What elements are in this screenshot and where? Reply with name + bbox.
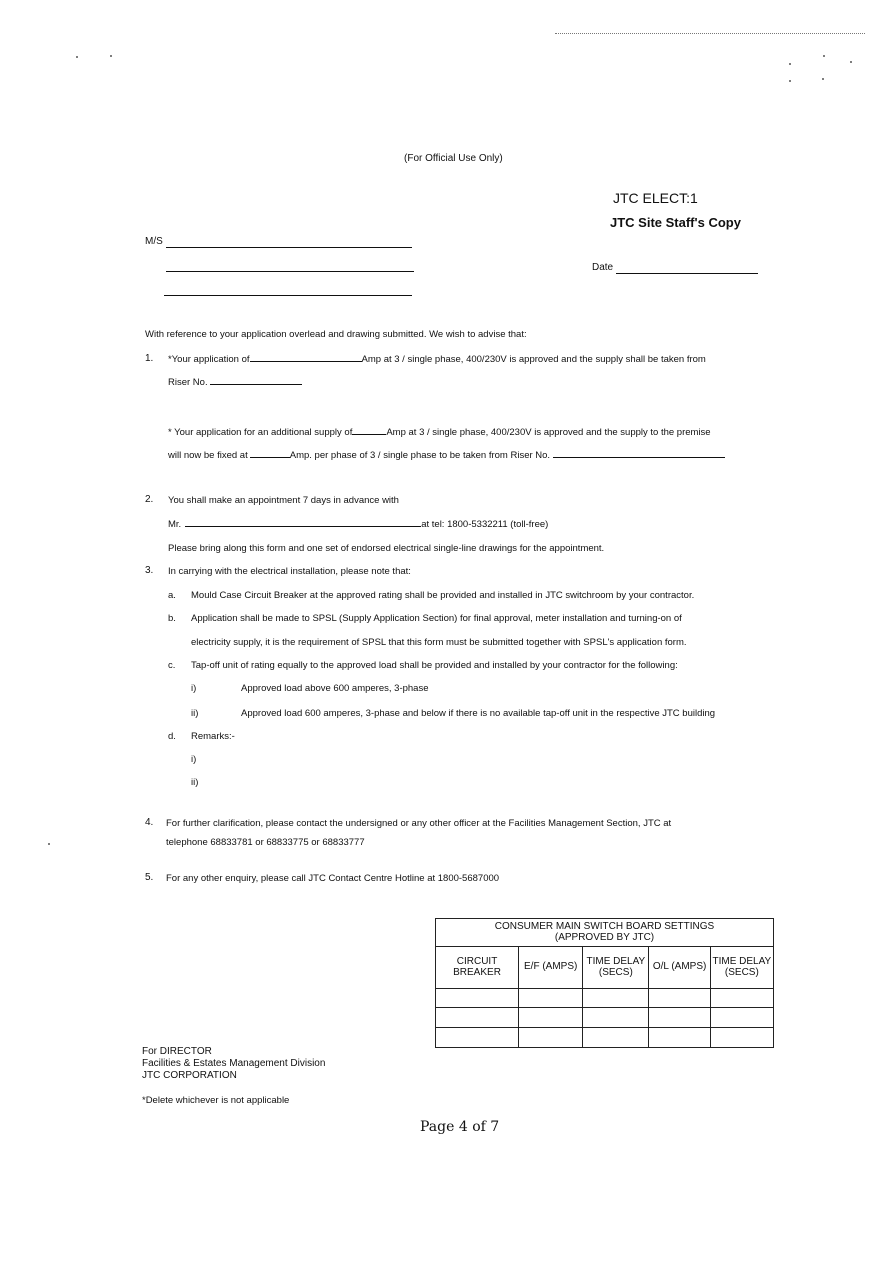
item1-line2 [168, 377, 302, 388]
signature-line-2: Facilities & Estates Management Division [142, 1058, 326, 1069]
copy-type: JTC Site Staff's Copy [610, 215, 741, 230]
date-line[interactable] [616, 273, 758, 274]
signature-line-3: JTC CORPORATION [142, 1070, 237, 1081]
table-cell[interactable] [710, 1028, 773, 1048]
item3b-text1: Application shall be made to SPSL (Supply Application Section) for final approval, meter installation and turning-on of [191, 613, 682, 624]
table-cell[interactable] [583, 1008, 649, 1028]
item3c-text: Tap-off unit of rating equally to the approved load shall be provided and installed by your contractor for the following: [191, 660, 678, 671]
ms-label: M/S [145, 236, 163, 247]
alt-riser-blank[interactable] [553, 457, 725, 458]
official-use-label: (For Official Use Only) [404, 153, 503, 164]
table-row [436, 989, 774, 1008]
ms-line-2[interactable] [166, 271, 414, 272]
table-cell[interactable] [436, 1008, 519, 1028]
item2-line2 [168, 519, 548, 530]
contact-tel: at tel: 1800-5332211 (toll-free) [421, 519, 549, 530]
riser-label: Riser No. [168, 377, 208, 388]
item3dii-label: ii) [191, 777, 199, 788]
table-cell[interactable] [436, 989, 519, 1008]
item3a-text: Mould Case Circuit Breaker at the approved rating shall be provided and installed in JTC switchroom by your contractor. [191, 590, 695, 601]
signature-block [142, 1046, 325, 1082]
intro-text: With reference to your application overlead and drawing submitted. We wish to advise that: [145, 329, 527, 340]
table-cell[interactable] [436, 1028, 519, 1048]
date-label: Date [592, 262, 614, 273]
riser-blank[interactable] [210, 384, 302, 385]
table-cell[interactable] [519, 1028, 583, 1048]
table-cell[interactable] [519, 989, 583, 1008]
item3c-label: c. [168, 660, 176, 671]
mr-name-blank[interactable] [185, 526, 421, 527]
item5-line1: For any other enquiry, please call JTC Contact Centre Hotline at 1800-5687000 [166, 873, 500, 884]
item3ci-label: i) [191, 683, 197, 694]
fixed-amp-blank[interactable] [250, 457, 290, 458]
table-cell[interactable] [649, 989, 710, 1008]
item3b-text2: electricity supply, it is the requirement of SPSL that this form must be submitted together with SPSL's application form. [191, 637, 687, 648]
item3d-text: Remarks:- [191, 731, 235, 742]
item1-number: 1. [145, 353, 154, 364]
table-row [436, 1008, 774, 1028]
item3d-label: d. [168, 731, 176, 742]
ms-line-3[interactable] [164, 295, 412, 296]
col-ol-amps: O/L (AMPS) [649, 947, 710, 989]
item4-line2: telephone 68833781 or 68833775 or 68833777 [166, 837, 365, 848]
amp-blank[interactable] [250, 361, 362, 362]
table-cell[interactable] [519, 1008, 583, 1028]
page-number: Page 4 of 7 [420, 1119, 500, 1135]
table-cell[interactable] [710, 1008, 773, 1028]
scan-edge-line [555, 33, 865, 34]
scan-speck [789, 63, 791, 65]
col-circuit-breaker: CIRCUIT BREAKER [436, 947, 519, 989]
mr-label: Mr. [168, 519, 182, 530]
scan-speck [850, 61, 852, 63]
ms-line-1[interactable] [166, 247, 412, 248]
item3cii-text: Approved load 600 amperes, 3-phase and below if there is no available tap-off unit in the respective JTC building [241, 708, 716, 719]
item2-number: 2. [145, 494, 154, 505]
item2-line3: Please bring along this form and one set of endorsed electrical single-line drawings for the appointment. [168, 543, 605, 554]
footnote: *Delete whichever is not applicable [142, 1095, 290, 1106]
item1-line1-a: *Your application of [168, 354, 250, 365]
item3di-label: i) [191, 754, 197, 765]
item3b-label: b. [168, 613, 176, 624]
additional-amp-blank[interactable] [352, 434, 386, 435]
switch-board-settings-table [435, 918, 774, 1048]
col-time-delay-1: TIME DELAY (SECS) [583, 947, 649, 989]
item1-alt-line2 [168, 450, 725, 461]
scan-speck [76, 56, 78, 58]
table-row [436, 1028, 774, 1048]
table-cell[interactable] [649, 1028, 710, 1048]
item3-line1: In carrying with the electrical installation, please note that: [168, 566, 411, 577]
item3a-label: a. [168, 590, 176, 601]
table-cell[interactable] [583, 989, 649, 1008]
form-code: JTC ELECT:1 [613, 190, 698, 206]
item1-alt-line2-a: will now be fixed at [168, 450, 248, 461]
item1-line1 [168, 354, 706, 365]
item4-number: 4. [145, 817, 154, 828]
signature-line-1: For DIRECTOR [142, 1046, 212, 1057]
item1-alt-line2-b: Amp. per phase of 3 / single phase to be taken from Riser No. [289, 450, 551, 461]
item3-number: 3. [145, 565, 154, 576]
item1-alt-line1 [168, 427, 711, 438]
item3ci-text: Approved load above 600 amperes, 3-phase [241, 683, 429, 694]
item4-line1: For further clarification, please contact the undersigned or any other officer at the Facilities Management Section, JTC at [166, 818, 672, 829]
table-cell[interactable] [649, 1008, 710, 1028]
item2-line1: You shall make an appointment 7 days in advance with [168, 495, 399, 506]
table-cell[interactable] [583, 1028, 649, 1048]
item1-alt-line1-b: Amp at 3 / single phase, 400/230V is approved and the supply to the premise [386, 427, 711, 438]
scan-speck [822, 78, 824, 80]
item1-line1-b: Amp at 3 / single phase, 400/230V is approved and the supply shall be taken from [361, 354, 706, 365]
scan-speck [110, 55, 112, 57]
table-title: CONSUMER MAIN SWITCH BOARD SETTINGS (APPROVED BY JTC) [436, 919, 774, 947]
col-ef-amps: E/F (AMPS) [519, 947, 583, 989]
col-time-delay-2: TIME DELAY (SECS) [710, 947, 773, 989]
scan-speck [789, 80, 791, 82]
item1-alt-line1-a: * Your application for an additional supply of [168, 427, 353, 438]
item3cii-label: ii) [191, 708, 199, 719]
scan-speck [48, 843, 50, 845]
item5-number: 5. [145, 872, 154, 883]
table-cell[interactable] [710, 989, 773, 1008]
scan-speck [823, 55, 825, 57]
